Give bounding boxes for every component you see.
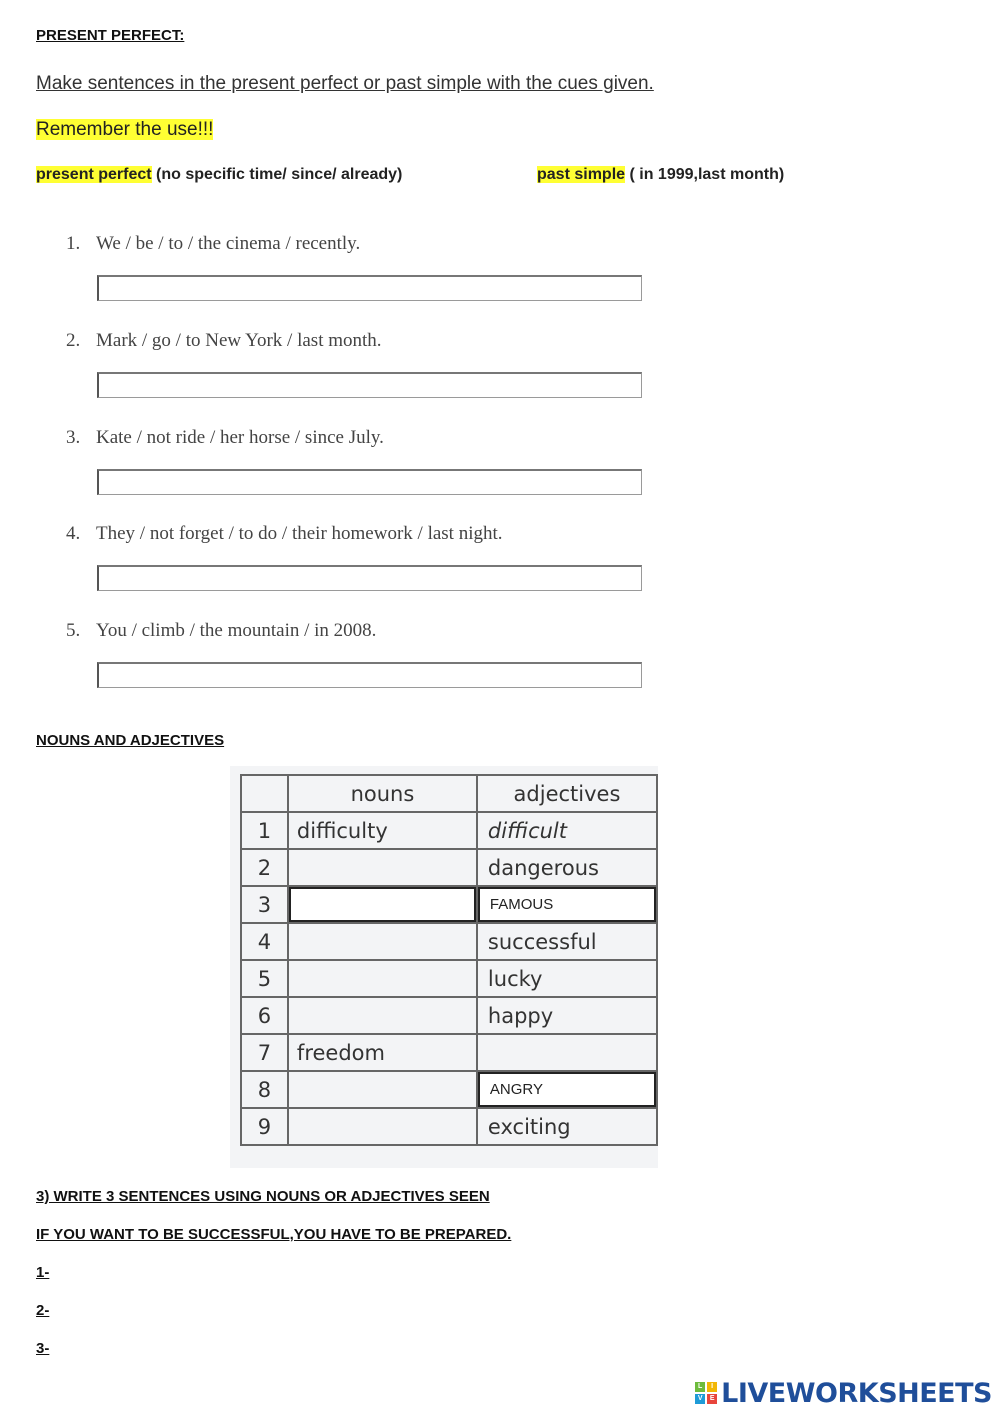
sentences-example: IF YOU WANT TO BE SUCCESSFUL,YOU HAVE TO BE PREPARED. — [36, 1226, 512, 1243]
row-number: 7 — [241, 1034, 288, 1071]
adjective-cell: lucky — [477, 960, 657, 997]
answer-input-4[interactable] — [97, 565, 642, 591]
table-header-adjectives: adjectives — [477, 775, 657, 812]
adjective-cell: happy — [477, 997, 657, 1034]
exercise-item-4 — [66, 523, 503, 545]
item-prompt: You / climb / the mountain / in 2008. — [96, 620, 377, 641]
nouns-adjectives-table — [240, 774, 658, 1146]
noun-cell — [288, 849, 477, 886]
answer-input-3[interactable] — [97, 469, 642, 495]
cue-ps-label: past simple — [537, 166, 626, 183]
table-row — [241, 812, 657, 849]
noun-cell — [288, 923, 477, 960]
noun-cell: freedom — [288, 1034, 477, 1071]
exercise-item-3 — [66, 427, 384, 449]
logo-mark-icon — [695, 1382, 717, 1404]
table-row — [241, 923, 657, 960]
table-row — [241, 849, 657, 886]
noun-cell — [288, 960, 477, 997]
item-prompt: Mark / go / to New York / last month. — [96, 330, 382, 351]
exercise-item-5 — [66, 620, 376, 642]
answer-input-1[interactable] — [97, 275, 642, 301]
item-prompt: They / not forget / to do / their homework / last night. — [96, 523, 503, 544]
row-number: 3 — [241, 886, 288, 923]
table-row — [241, 1034, 657, 1071]
adjective-input-3[interactable] — [478, 887, 656, 922]
sentences-instruction: 3) WRITE 3 SENTENCES USING NOUNS OR ADJECTIVES SEEN — [36, 1188, 490, 1205]
adjective-cell: difficult — [477, 812, 657, 849]
table-header-number — [241, 775, 288, 812]
item-prompt: Kate / not ride / her horse / since July. — [96, 427, 384, 448]
adjective-cell — [477, 886, 657, 923]
exercise-item-2 — [66, 330, 382, 352]
table-row — [241, 1071, 657, 1108]
noun-cell — [288, 1108, 477, 1145]
adjective-cell — [477, 1071, 657, 1108]
item-number: 5. — [66, 620, 81, 641]
item-number: 1. — [66, 233, 81, 254]
cue-present-perfect — [36, 166, 402, 184]
instruction-text: Make sentences in the present perfect or past simple with the cues given. — [36, 73, 654, 94]
exercise-item-1 — [66, 233, 360, 255]
sentence-line-3[interactable]: 3- — [36, 1340, 50, 1357]
cue-past-simple — [537, 166, 784, 184]
row-number: 9 — [241, 1108, 288, 1145]
logo-square: E — [707, 1394, 717, 1404]
row-number: 1 — [241, 812, 288, 849]
item-prompt: We / be / to / the cinema / recently. — [96, 233, 361, 254]
liveworksheets-logo — [695, 1376, 992, 1410]
brand-name: LIVEWORKSHEETS — [721, 1377, 992, 1409]
adjective-cell — [477, 1034, 657, 1071]
cue-pp-text: (no specific time/ since/ already) — [156, 166, 403, 183]
remember-highlight: Remember the use!!! — [36, 119, 214, 140]
nouns-adjectives-table-image — [230, 766, 658, 1168]
row-number: 4 — [241, 923, 288, 960]
row-number: 2 — [241, 849, 288, 886]
row-number: 6 — [241, 997, 288, 1034]
noun-cell — [288, 886, 477, 923]
noun-cell — [288, 1071, 477, 1108]
table-row — [241, 960, 657, 997]
noun-input-3[interactable] — [289, 887, 476, 922]
item-number: 4. — [66, 523, 81, 544]
adjective-input-8[interactable] — [478, 1072, 656, 1107]
cue-pp-label: present perfect — [36, 166, 152, 183]
answer-input-5[interactable] — [97, 662, 642, 688]
table-row — [241, 997, 657, 1034]
table-row — [241, 1108, 657, 1145]
item-number: 3. — [66, 427, 81, 448]
adjective-cell: successful — [477, 923, 657, 960]
logo-square: I — [707, 1382, 717, 1392]
section-title-nouns-adjectives: NOUNS AND ADJECTIVES — [36, 732, 225, 749]
page-title: PRESENT PERFECT: — [36, 27, 185, 44]
sentence-line-1[interactable]: 1- — [36, 1264, 50, 1281]
adjective-cell: exciting — [477, 1108, 657, 1145]
noun-cell: difficulty — [288, 812, 477, 849]
table-header-row — [241, 775, 657, 812]
adjective-cell: dangerous — [477, 849, 657, 886]
logo-square: V — [695, 1394, 705, 1404]
table-header-nouns: nouns — [288, 775, 477, 812]
table-row — [241, 886, 657, 923]
sentence-line-2[interactable]: 2- — [36, 1302, 50, 1319]
row-number: 8 — [241, 1071, 288, 1108]
item-number: 2. — [66, 330, 81, 351]
logo-square: L — [695, 1382, 705, 1392]
answer-input-2[interactable] — [97, 372, 642, 398]
row-number: 5 — [241, 960, 288, 997]
cue-ps-text: ( in 1999,last month) — [629, 166, 785, 183]
noun-cell — [288, 997, 477, 1034]
remember-note — [36, 119, 213, 141]
